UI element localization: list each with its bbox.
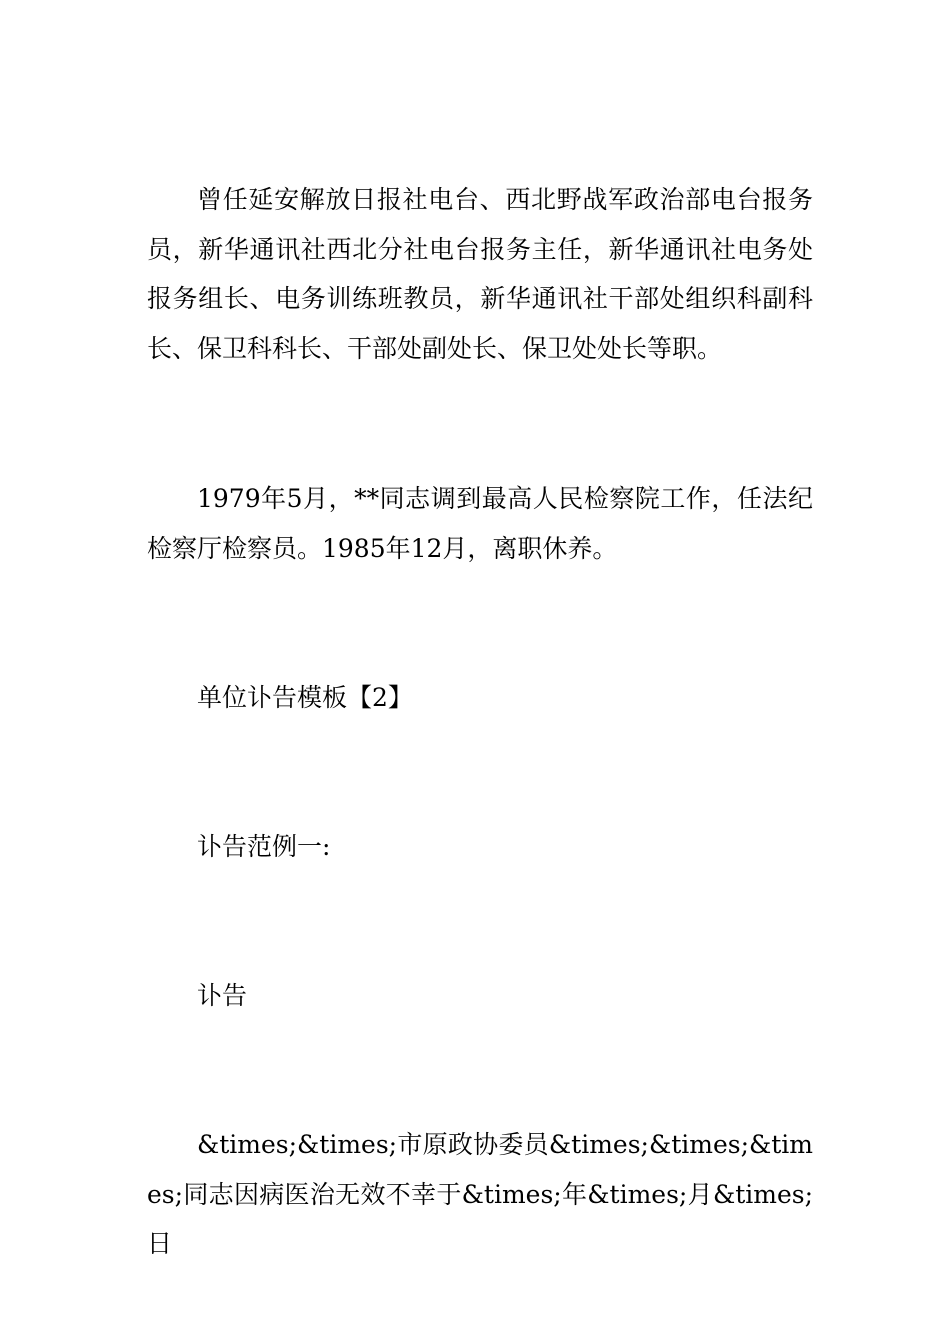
paragraph-career-history: 曾任延安解放日报社电台、西北野战军政治部电台报务员，新华通讯社西北分社电台报务主任，新华通讯社电务处报务组长、电务训练班教员，新华通讯社干部处组织科副科长、保卫科科长、干部处副处长、保卫处处长等职。 [147,185,813,363]
paragraph-procuratorate-work: 1979年5月，**同志调到最高人民检察院工作，任法纪检察厅检察员。1985年12月，离职休养。 [147,484,813,563]
example-heading: 讣告范例一: [197,832,331,861]
obituary-title: 讣告 [197,981,248,1010]
obituary-body: &times;&times;市原政协委员&times;&times;&times;同志因病医治无效不幸于&times;年&times;月&times;日 [147,1130,813,1258]
section-heading-template-2: 单位讣告模板【2】 [197,683,413,712]
